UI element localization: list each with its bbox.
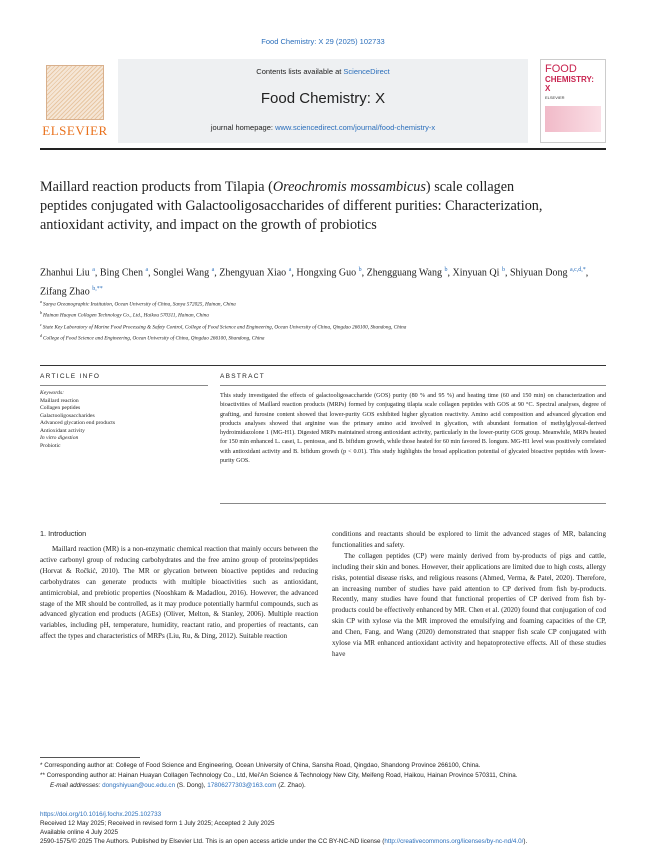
author-name[interactable]: Shiyuan Dong (509, 267, 570, 279)
affiliation-list (40, 298, 600, 344)
email-who-2: (Z. Zhao). (276, 782, 306, 789)
corresponding-author-2: ** Corresponding author at: Hainan Huayan Collagen Technology Co., Ltd, Mei'An Science & Technology New City, Meifeng Road, Haikou, Hainan Province 570311, China. (40, 772, 518, 779)
affiliation-marker: c (40, 321, 43, 327)
contents-line (118, 67, 528, 76)
email-link-1[interactable]: dongshiyuan@ouc.edu.cn (102, 782, 176, 789)
footnote-rule (40, 757, 140, 758)
body-left-column (40, 544, 318, 642)
author-name[interactable]: Zhengguang Wang (366, 267, 445, 279)
author-affiliation-marker[interactable]: a (211, 267, 215, 273)
author-affiliation-marker[interactable]: a (145, 267, 149, 273)
body-paragraph: The collagen peptides (CP) were mainly derived from by-products of pigs and cattle, including their skin and bones. However, their applications are limited due to high costs, allergy risks, potential disease risks, and religious reasons (Ahmed, Verma, & Patel, 2020). Therefore, an increasing number of studies have paid attention to CP derived from fish by-products. Recently, many studies have found that functional properties of CP derived from fish by-products could be effectively enhanced by MR. Chen et al. (2020) found that conjugation of cod skin CP with xylose via the MR improved the emulsifying and foaming capacities of the CP, and Chen, Fang, and Wang (2020) demonstrated that snapper fish scale CP conjugated with xylose via MR enhanced antioxidant activity and hepatoprotective effects. All of these studies have (332, 551, 606, 658)
affiliation-item: $^d$ College of Food Science and Engineering, Ocean University of China, Qingdao 266100, Shandong, China (40, 333, 265, 343)
title-italic: Oreochromis mossambicus (272, 179, 426, 195)
author-affiliation-marker[interactable]: a (92, 267, 95, 273)
running-head[interactable]: Food Chemistry: X 29 (2025) 102733 (261, 37, 385, 46)
author-affiliation-marker[interactable]: b,** (92, 286, 103, 293)
author-name[interactable]: Zhanhui Liu (40, 267, 93, 279)
affiliation-marker: a (40, 299, 43, 304)
online-date: Available online 4 July 2025 (40, 829, 118, 836)
license-link[interactable]: http://creativecommons.org/licenses/by-nc-nd/4.0/ (384, 838, 524, 845)
keyword-item: Advanced glycation end products (40, 420, 116, 426)
abstract-heading: ABSTRACT (220, 373, 266, 380)
email-line (50, 781, 606, 791)
publication-info (40, 810, 606, 846)
email-link-2[interactable]: 17806277303@163.com (207, 782, 277, 789)
author-affiliation-marker[interactable]: a,c,d,* (569, 267, 586, 273)
cover-title-chemistry: CHEMISTRY: X (545, 75, 594, 93)
received-dates: Received 12 May 2025; Received in revised form 1 July 2025; Accepted 2 July 2025 (40, 820, 275, 827)
author-affiliation-marker[interactable]: b (358, 267, 362, 273)
abstract-bottom-rule (220, 503, 606, 504)
keyword-item: Antioxidant activity (40, 427, 85, 434)
keyword-item: Galactooligosaccharides (40, 412, 95, 419)
affiliation-marker: d (40, 333, 43, 339)
body-paragraph: Maillard reaction (MR) is a non-enzymatic chemical reaction that mainly occurs between the active carbonyl group of reducing carbohydrates and the free amino group of proteins/peptides (Horvat & Ročkić, 2010). The MR or glycation between bioactive peptides and reducing carbohydrates can generate products with multiple bioactivities such as antioxidant, antimicrobial, and prebiotic properties (Nooshkam & Madadlou, 2016). However, the advanced stage of the MR should be controlled, as it may produce potentially harmful compounds, such as advanced glycation end products (AGEs) (Oliver, Melton, & Stanley, 2006). Multiple reaction variables, including pH, temperature, humidity, reactant ratio, and properties of reactants, can affect the types and characteristics of MRPs (Liu, Ru, & Ding, 2012). Suitable reaction (40, 545, 318, 641)
affiliation-item: $^a$ Sanya Oceanographic Institution, Ocean University of China, Sanya 572025, Hainan, China (40, 299, 236, 308)
article-title (40, 178, 560, 235)
contents-prefix: Contents lists available at (256, 67, 344, 76)
affiliation-item: $^b$ Hainan Huayan Collagen Technology Co., Ltd., Haikou 570311, Hainan, China (40, 310, 209, 320)
homepage-link[interactable]: www.sciencedirect.com/journal/food-chemistry-x (275, 123, 436, 132)
email-who-1: (S. Dong), (175, 782, 208, 789)
body-paragraph: conditions and reactants should be explored to limit the advanced stages of MR, balancing functionalities and safety. (332, 530, 606, 549)
journal-header (40, 59, 606, 143)
author-name[interactable]: Zhengyuan Xiao (219, 267, 289, 279)
cover-graphic (545, 106, 601, 132)
title-part2: ) scale collagen peptides conjugated with Galactooligosaccharides of different purities: Characterization, antioxidant activity, and impact on the growth of probiotics (40, 179, 543, 233)
keyword-item: Maillard reaction (40, 397, 79, 404)
license-line (40, 837, 606, 846)
author-affiliation-marker[interactable]: b (501, 267, 505, 273)
author-affiliation-marker[interactable]: b (444, 267, 448, 273)
author-name[interactable]: Bing Chen (99, 267, 146, 279)
doi-link[interactable]: https://doi.org/10.1016/j.fochx.2025.102733 (40, 811, 162, 818)
keywords-list (40, 398, 208, 451)
body-right-column (332, 529, 606, 660)
homepage-line (118, 123, 528, 132)
author-affiliation-marker[interactable]: a (288, 267, 292, 273)
journal-title: Food Chemistry: X (260, 90, 386, 107)
article-info-rule (40, 385, 208, 386)
keywords-block (40, 390, 208, 450)
author-name[interactable]: Songlei Wang (153, 267, 212, 279)
author-name[interactable]: Xinyuan Qi (452, 267, 502, 279)
article-info-heading: ARTICLE INFO (40, 373, 101, 380)
cover-publisher: ELSEVIER (545, 95, 565, 100)
keywords-label: Keywords: (40, 390, 65, 396)
section-title-introduction: 1. Introduction (40, 529, 87, 538)
keyword-item: In vitro digestion (40, 435, 79, 441)
journal-masthead (118, 59, 528, 143)
affiliation-divider (40, 365, 606, 366)
corresponding-author-1: * Corresponding author at: College of Food Science and Engineering, Ocean University of China, Sansha Road, Qingdao, Shandong Province 266100, China. (40, 762, 481, 769)
keyword-item: Collagen peptides (40, 405, 81, 411)
affiliation-marker: b (40, 310, 43, 316)
homepage-prefix: journal homepage: (210, 123, 276, 132)
sciencedirect-link[interactable]: ScienceDirect (343, 67, 390, 76)
author-name[interactable]: Zifang Zhao (40, 286, 93, 298)
license-suffix: ). (523, 838, 528, 845)
affiliation-item: $^c$ State Key Laboratory of Marine Food Processing & Safety Control, College of Food Science and Engineering, Ocean University of China, Qingdao 266100, Shandong, China (40, 321, 407, 331)
title-part1: Maillard reaction products from Tilapia ( (40, 179, 273, 195)
author-name[interactable]: Hongxing Guo (296, 267, 359, 279)
footnotes (40, 761, 606, 791)
license-prefix: 2590-1575/© 2025 The Authors. Published by Elsevier Ltd. This is an open access article under the CC BY-NC-ND license ( (40, 838, 385, 845)
author-list: Zhanhui Liu $^a$, Bing Chen $^a$, Songlei Wang $^a$, Zhengyuan Xiao $^a$, Hongxing Guo $^b$, Zhengguang Wang $^b$, Xinyuan Qi $^b$, Shiyuan Dong $^{a,c,d,*}$, Zifang Zhao $^{b,**}$ (40, 267, 589, 298)
email-label: E-mail addresses: (50, 782, 103, 789)
abstract-text: This study investigated the effects of galactooligosaccharide (GOS) purity (80 % and 95 %) and heating time (60 and 150 min) on characterization and bioactivities of Maillard reaction products (MRPs) formed by conjugating tilapia scale collagen peptides with GOS at 90 °C. Spectral analyses, degree of grafting, and furosine content showed that lower-purity GOS exhibited higher glycation reactivity. Amino acid composition and advanced glycation end products analyses showed that arginine was the primary amino acid involved in glycation, with abundant formation of methylglyoxal-derived hydroimidazolone 1 (MG-H1). Digested MRPs maintained strong antioxidant activity, particularly in the lower-purity GOS group. Meanwhile, MRPs heated for 150 min enhanced L. casei, L. pentosus, and B. bifidum growth, while those heated for 60 min favored B. longum. MG-H1 level was positively correlated with antioxidant activity and B. bifidum growth (p < 0.01). This study highlights the broad application potential of glycated bioactive peptides with lower-purity GOS. (220, 393, 606, 465)
elsevier-tree-icon (46, 65, 104, 120)
cover-title-food: FOOD (545, 63, 577, 75)
elsevier-logo[interactable] (40, 65, 110, 143)
header-divider (40, 148, 606, 150)
journal-cover-thumbnail[interactable] (540, 59, 606, 143)
abstract-rule (220, 385, 606, 386)
keyword-item: Probiotic (40, 442, 61, 449)
elsevier-wordmark: ELSEVIER (42, 123, 108, 138)
